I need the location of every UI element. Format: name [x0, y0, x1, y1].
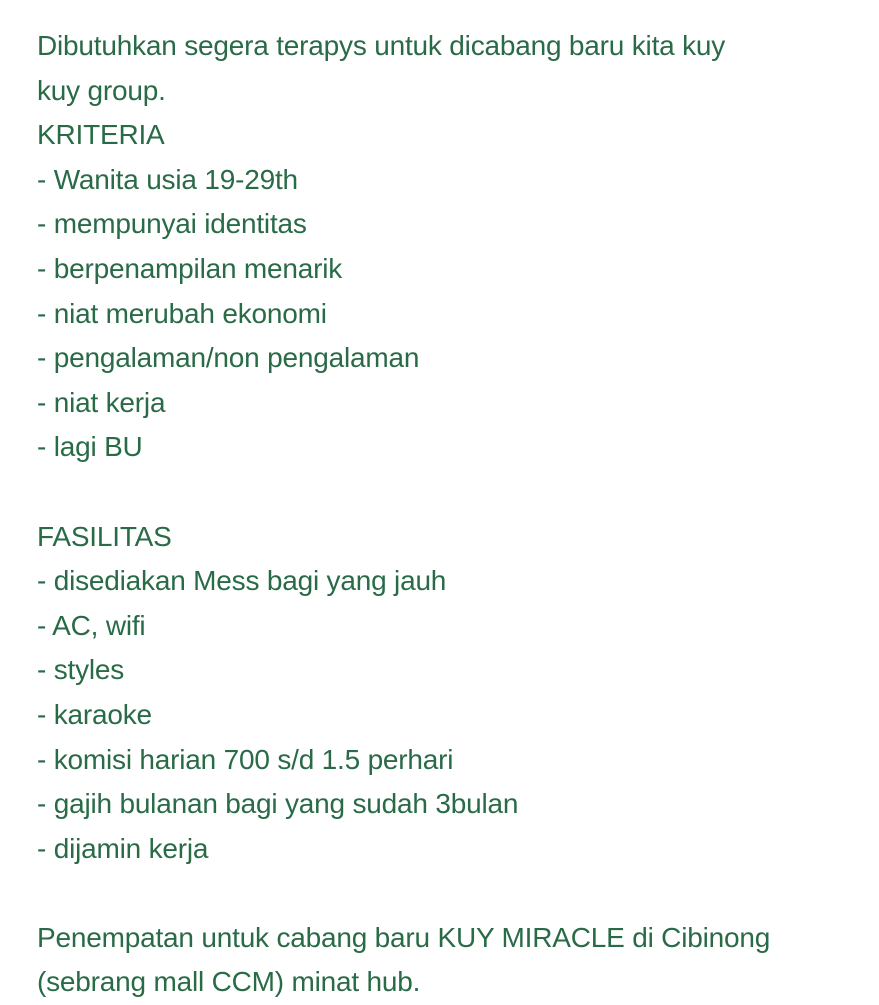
kriteria-item: - Wanita usia 19-29th [37, 163, 298, 195]
fasilitas-item: - karaoke [37, 698, 152, 730]
kriteria-item: - mempunyai identitas [37, 208, 307, 240]
kriteria-item: - berpenampilan menarik [37, 252, 343, 284]
fasilitas-item: - AC, wifi [37, 609, 146, 641]
fasilitas-item: - dijamin kerja [37, 832, 209, 864]
kriteria-heading: KRITERIA [37, 119, 165, 151]
fasilitas-heading: FASILITAS [37, 520, 172, 552]
spacer [37, 470, 857, 515]
kriteria-item: - niat kerja [37, 386, 166, 418]
fasilitas-item: - gajih bulanan bagi yang sudah 3bulan [37, 788, 519, 820]
post-body [37, 24, 857, 1005]
kriteria-item: - lagi BU [37, 431, 143, 463]
fasilitas-item: - disediakan Mess bagi yang jauh [37, 565, 447, 597]
fasilitas-item: - komisi harian 700 s/d 1.5 perhari [37, 743, 454, 775]
intro-line-2: kuy group. [37, 74, 166, 106]
spacer [37, 871, 857, 916]
intro-line-1: Dibutuhkan segera terapys untuk dicabang baru kita kuy [37, 30, 726, 61]
kriteria-item: - niat merubah ekonomi [37, 297, 327, 329]
closing-line-1: Penempatan untuk cabang baru KUY MIRACLE di Cibinong [37, 921, 771, 953]
fasilitas-item: - styles [37, 654, 125, 686]
kriteria-item: - pengalaman/non pengalaman [37, 342, 420, 374]
closing-line-2: (sebrang mall CCM) minat hub. [37, 966, 421, 998]
